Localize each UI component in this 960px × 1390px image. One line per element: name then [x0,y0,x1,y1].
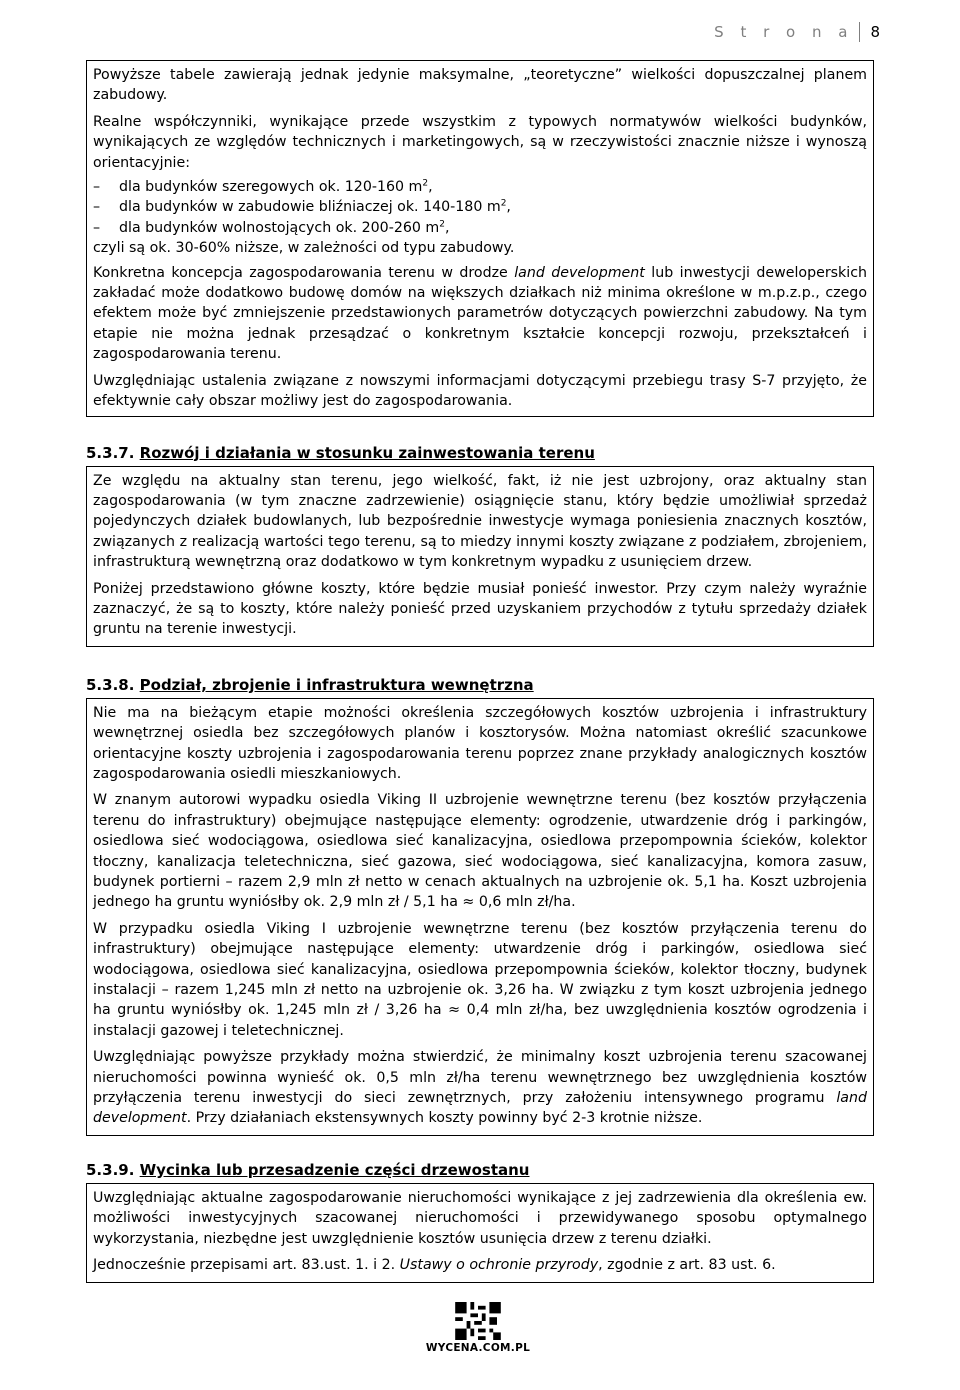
list-item: – dla budynków wolnostojących ok. 200-260 $m^2$, [93,218,867,238]
building-type-list [93,177,867,238]
section-538-heading [86,675,874,695]
section-537-paragraph-1: Ze względu na aktualny stan terenu, jego wielkość, fakt, iż nie jest uzbrojony, oraz aktualny stan zagospodarowania (w tym znaczne zadrzewienie) osiągnięcie stanu, który będzie umożliwiał sprzedaż pojedynczych działek budowlanych, lub bezpośrednie inwestycje wymaga poniesienia znacznych kosztów, związanych z realizacją wartości tego terenu, są to miedzy innymi koszty związane z podziałem, zbrojeniem, infrastrukturą wewnętrzną oraz dodatkowo w tym konkretnym wypadku z usunięciem drzew. [93,472,867,571]
section-537-box [86,466,874,647]
section-538-paragraph-3: W przypadku osiedla Viking I uzbrojenie wewnętrzne terenu (bez kosztów przyłączenia terenu do infrastruktury) obejmujące następujące elementy: utwardzenie dróg i parkingów, osiedlowa sieć wodociągowa, osiedlowa sieć kanalizacyjna, osiedlowa przepompownia ścieków, kolektor tłoczny, budynek instalacji – razem 1,245 mln zł netto na uzbrojenie ok. 3,26 ha. W związku z tym koszt uzbrojenia jednego ha gruntu wyniósłby ok. 1,245 mln zł / 3,26 ha ≈ 0,4 mln zł/ha, bez uwzględnienia kosztów ogrodzenia i instalacji gazowej i teletechnicznej. [93,920,867,1039]
section-number: 5.3.8. [86,675,135,694]
list-item: – dla budynków szeregowych ok. 120-160 $m^2$, [93,177,867,197]
intro-paragraph-2: Realne współczynniki, wynikające przede wszystkim z typowych normatywów wielkości budynków, wynikających ze względów technicznych i marketingowych, są w rzeczywistości znacznie niższe i wynoszą orientacyjnie: [93,113,867,171]
section-538-paragraph-4: Uwzględniając powyższe przykłady można stwierdzić, że minimalny koszt uzbrojenia terenu szacowanej nieruchomości powinna wynieść ok. 0,5 mln zł/ha terenu wewnętrznego bez uwzględnienia kosztów przyłączenia terenu inwestycji do sieci zewnętrznych, przy założeniu intensywnego programu land development. Przy działaniach ekstensywnych koszty powinny być 2-3 krotnie niższe. [93,1049,867,1127]
logo-text: WYCENA.COM.PL [425,1342,531,1354]
list-item: – dla budynków w zabudowie bliźniaczej ok. 140-180 $m^2$, [93,197,867,217]
section-title: Rozwój i działania w stosunku zainwestowania terenu [139,443,595,462]
page-header [714,22,880,42]
intro-paragraph-1: Powyższe tabele zawierają jednak jedynie maksymalne, „teoretyczne” wielkości dopuszczalnej planem zabudowy. [93,67,867,104]
section-538-paragraph-1: Nie ma na bieżącym etapie możności określenia szczegółowych kosztów uzbrojenia i infrastruktury wewnętrznej osiedla bez szczegółowych planów i kosztorysów. Można natomiast określić szacunkowe orientacyjne koszty uzbrojenia i zagospodarowania terenu poprzez znane przykłady analogicznych kosztów zagospodarowania osiedli mieszkaniowych. [93,704,867,782]
section-title: Podział, zbrojenie i infrastruktura wewnętrzna [139,675,534,694]
section-539-paragraph-2: Jednocześnie przepisami art. 83.ust. 1. i 2. Ustawy o ochronie przyrody, zgodnie z art. 83 ust. 6. [93,1257,776,1274]
section-537-paragraph-2: Poniżej przedstawiono główne koszty, które będzie musiał ponieść inwestor. Przy czym należy wyraźnie zaznaczyć, że są to koszty, które należy ponieść przed uzyskaniem przychodów z tytułu sprzedaży działek gruntu na terenie inwestycji. [93,580,867,638]
section-number: 5.3.9. [86,1160,135,1179]
wycena-logo [422,1302,534,1356]
section-539-paragraph-1: Uwzględniając aktualne zagospodarowanie nieruchomości wynikające z jej zadrzewienia dla określenia ew. możliwości inwestycyjnych szacowanej nieruchomości i przewidywanego sposobu optymalnego wykorzystania, niezbędne jest uwzględnienie kosztów usunięcia drzew z terenu działki. [93,1189,867,1247]
section-539-heading [86,1160,874,1180]
section-537-heading [86,443,874,463]
section-539-box [86,1183,874,1283]
qr-code-icon [454,1302,502,1340]
section-number: 5.3.7. [86,443,135,462]
intro-paragraph-3: czyli są ok. 30-60% niższe, w zależności od typu zabudowy. [93,240,515,257]
page-number: 8 [870,23,880,41]
intro-paragraph-5: Uwzględniając ustalenia związane z nowszymi informacjami dotyczącymi przebiegu trasy S-7 przyjęto, że efektywnie cały obszar możliwy jest do zagospodarowania. [93,372,867,410]
page-content [86,60,874,1283]
page-label: S t r o n a [714,23,854,41]
intro-paragraph-4: Konkretna koncepcja zagospodarowania terenu w drodze land development lub inwestycji deweloperskich zakładać może dodatkowo budowę domów na większych działkach niż minima określone w m.p.z.p., czego efektem może być zmniejszenie przedstawionych parametrów dotyczących powierzchni zabudowy. Na tym etapie nie można jednak przesądzać o konkretnym kształcie koncepcji rozwoju, przekształceń i zagospodarowania terenu. [93,264,867,363]
section-538-box [86,698,874,1136]
header-divider [859,22,860,42]
section-title: Wycinka lub przesadzenie części drzewostanu [139,1160,530,1179]
section-538-paragraph-2: W znanym autorowi wypadku osiedla Viking II uzbrojenie wewnętrzne terenu (bez kosztów przyłączenia terenu do infrastruktury) obejmujące następujące elementy: ogrodzenie, utwardzenie dróg i parkingów, osiedlowa sieć wodociągowa, osiedlowa sieć kanalizacyjna, osiedlowa przepompownia ścieków, kolektor tłoczny, kanalizacja teletechniczna, sieć gazowa, sieć wodociągowa, sieć kanalizacyjna, komora zasuw, budynek portierni – razem 2,9 mln zł netto w cenach aktualnych na uzbrojenie ok. 5,1 ha. Koszt uzbrojenia jednego ha gruntu wyniósłby ok. 2,9 mln zł / 5,1 ha ≈ 0,6 mln zł/ha. [93,792,867,911]
intro-box [86,60,874,417]
